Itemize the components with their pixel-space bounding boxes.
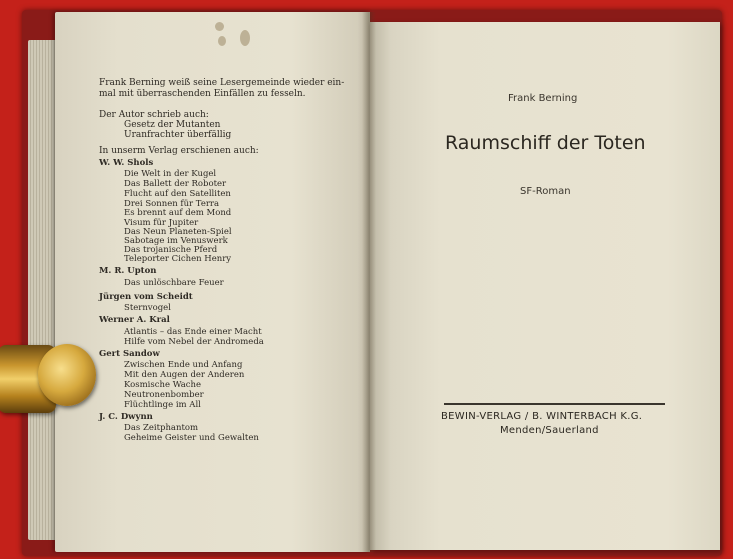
author-name: Werner A. Kral — [99, 315, 170, 325]
intro-line: Frank Berning weiß seine Lesergemeinde wieder ein- — [99, 78, 345, 88]
book-title: Das trojanische Pferd — [124, 245, 218, 255]
book-title: Geheime Geister und Gewalten — [124, 433, 259, 443]
page-stain — [218, 36, 226, 46]
intro-line: mal mit überraschenden Einfällen zu fesseln. — [99, 89, 306, 99]
book-title: Es brennt auf dem Mond — [124, 208, 232, 218]
book-title: Zwischen Ende und Anfang — [124, 360, 243, 370]
author-work: Gesetz der Mutanten — [124, 120, 221, 130]
book-title-heading: Raumschiff der Toten — [445, 132, 646, 154]
page-stain — [215, 22, 224, 31]
book-title: Das Zeitphantom — [124, 423, 199, 433]
publisher-location: Menden/Sauerland — [500, 425, 599, 436]
book-title: Das Ballett der Roboter — [124, 179, 227, 189]
book-title: Flucht auf den Satelliten — [124, 189, 231, 199]
book-title: Sternvogel — [124, 303, 171, 313]
book-title: Die Welt in der Kugel — [124, 169, 217, 179]
publisher-heading: In unserm Verlag erschienen auch: — [99, 146, 259, 156]
book-title: Sabotage im Venuswerk — [124, 236, 228, 246]
brass-weight-cap — [38, 344, 96, 406]
author-name: J. C. Dwynn — [99, 412, 153, 422]
book-title: Drei Sonnen für Terra — [124, 199, 220, 209]
book-title: Das unlöschbare Feuer — [124, 278, 224, 288]
divider-rule — [444, 403, 665, 405]
book-title: Atlantis – das Ende einer Macht — [124, 327, 262, 337]
author-name: W. W. Shols — [99, 158, 154, 168]
author-name: M. R. Upton — [99, 266, 157, 276]
book-title: Neutronenbomber — [124, 390, 204, 400]
page-stack — [28, 40, 58, 540]
book-title: Flüchtlinge im All — [124, 400, 201, 410]
book-title: Teleporter Cichen Henry — [124, 254, 232, 264]
page-stain — [240, 30, 250, 46]
publisher: BEWIN-VERLAG / B. WINTERBACH K.G. — [441, 411, 643, 422]
book-title: Hilfe vom Nebel der Andromeda — [124, 337, 264, 347]
author-name: Jürgen vom Scheidt — [99, 292, 193, 302]
book-title: Das Neun Planeten-Spiel — [124, 227, 232, 237]
author-name: Gert Sandow — [99, 349, 160, 359]
book-title: Kosmische Wache — [124, 380, 202, 390]
book-gutter — [362, 12, 376, 552]
book-title: Mit den Augen der Anderen — [124, 370, 245, 380]
subtitle: SF-Roman — [520, 186, 571, 197]
author-work: Uranfrachter überfällig — [124, 130, 232, 140]
author-label: Frank Berning — [508, 93, 578, 104]
book-title: Visum für Jupiter — [124, 218, 199, 228]
author-wrote-heading: Der Autor schrieb auch: — [99, 110, 209, 120]
